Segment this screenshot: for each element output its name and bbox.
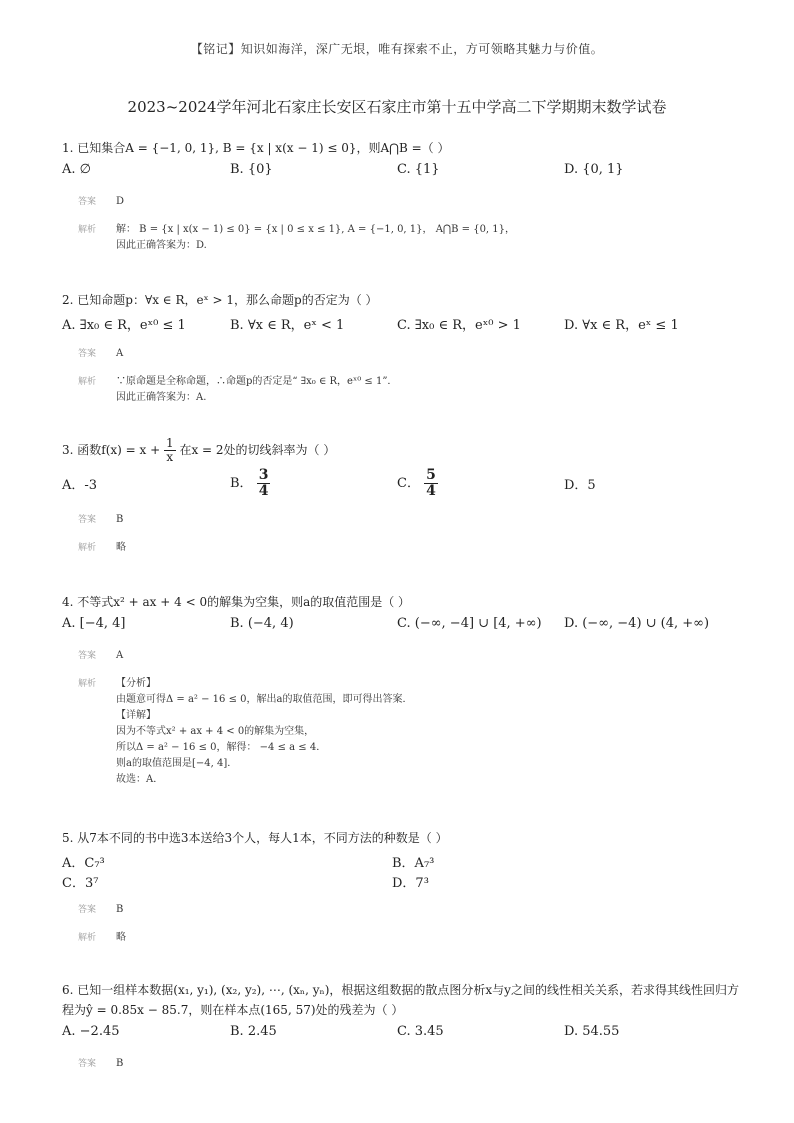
option-b-fraction	[257, 468, 271, 499]
option-d: D. (−∞, −4) ∪ (4, +∞)	[564, 616, 710, 631]
options	[62, 616, 742, 638]
option-b: B. ∀x ∈ R，eˣ < 1	[230, 318, 345, 333]
option-a: A. ∃x₀ ∈ R，eˣ⁰ ≤ 1	[62, 318, 186, 333]
option-b-letter: B．	[230, 476, 253, 491]
option-c: C. ∃x₀ ∈ R，eˣ⁰ > 1	[397, 318, 521, 333]
analysis-label: 解析	[78, 543, 97, 553]
option-c: C. {1}	[397, 162, 440, 177]
analysis-line: 故选：A．	[116, 774, 164, 785]
stem-prefix: 3. 函数f(x) = x +	[62, 443, 161, 457]
answer-label: 答案	[78, 905, 97, 915]
analysis-line: 因为不等式x² + ax + 4 < 0的解集为空集，	[116, 726, 315, 737]
option-d: D．7³	[392, 876, 429, 891]
analysis-line: 【分析】	[116, 678, 156, 689]
answer-value: B	[116, 1058, 124, 1069]
option-a: A. [−4, 4]	[62, 616, 126, 631]
question-stem: 5. 从7本不同的书中选3本送给3个人，每人1本，不同方法的种数是（ ）	[62, 831, 448, 845]
analysis-line: 则a的取值范围是[−4, 4]．	[116, 758, 238, 769]
option-a: A．C₇³	[62, 856, 105, 871]
analysis-line: 【详解】	[116, 710, 156, 721]
answer-block	[62, 648, 742, 788]
question-3	[62, 437, 742, 568]
stem-fraction	[164, 437, 176, 464]
analysis-label: 解析	[78, 377, 97, 387]
question-4	[62, 592, 742, 800]
fraction-numerator: 1	[166, 436, 174, 450]
options	[62, 314, 742, 336]
option-d: D. {0, 1}	[564, 162, 624, 177]
answer-label: 答案	[78, 197, 97, 207]
analysis-line: 解： B = {x | x(x − 1) ≤ 0} = {x | 0 ≤ x ≤ 1}, A = {−1, 0, 1}， A⋂B = {0, 1}，	[116, 224, 516, 235]
analysis-line: 略	[116, 542, 126, 553]
fraction-denominator: x	[166, 450, 174, 464]
question-stem: 2. 已知命题p：∀x ∈ R，eˣ > 1，那么命题p的否定为（ ）	[62, 293, 378, 307]
option-c: C．3⁷	[62, 876, 99, 891]
answer-block	[62, 346, 742, 406]
question-stem	[62, 437, 742, 464]
answer-block	[62, 194, 742, 254]
options-row-1	[62, 852, 742, 872]
analysis-line: 略	[116, 932, 126, 943]
question-1	[62, 138, 742, 266]
header-motto: 【铭记】知识如海洋，深广无垠，唯有探索不止，方可领略其魅力与价值。	[190, 42, 604, 56]
answer-value: A	[116, 650, 124, 661]
option-c: C. (−∞, −4] ∪ [4, +∞)	[397, 616, 542, 631]
option-d: D. 54.55	[564, 1024, 620, 1039]
options	[62, 1024, 742, 1046]
option-b: B. 2.45	[230, 1024, 277, 1039]
fraction-numerator: 3	[258, 467, 269, 483]
fraction-denominator: 4	[426, 483, 436, 499]
option-b: B. (−4, 4)	[230, 616, 294, 631]
analysis-label: 解析	[78, 679, 97, 689]
answer-value: B	[116, 904, 124, 915]
stem-suffix: 在x = 2处的切线斜率为（ ）	[179, 443, 336, 457]
answer-value: D	[116, 196, 125, 207]
answer-block	[62, 512, 742, 556]
page-title: 2023~2024学年河北石家庄长安区石家庄市第十五中学高二下学期期末数学试卷	[127, 98, 667, 116]
question-2	[62, 290, 742, 418]
answer-block	[62, 1056, 742, 1072]
option-a: A. ∅	[62, 162, 91, 177]
analysis-line: 因此正确答案为：D.	[116, 240, 207, 251]
fraction-numerator: 5	[426, 467, 436, 483]
question-stem: 1. 已知集合A = {−1, 0, 1}, B = {x | x(x − 1) ≤ 0}，则A⋂B =（ ）	[62, 141, 450, 155]
answer-label: 答案	[78, 515, 97, 525]
answer-value: B	[116, 514, 124, 525]
option-d: D．5	[564, 478, 596, 493]
option-b: B. {0}	[230, 162, 273, 177]
option-d: D. ∀x ∈ R，eˣ ≤ 1	[564, 318, 679, 333]
fraction-denominator: 4	[258, 483, 269, 499]
analysis-label: 解析	[78, 933, 97, 943]
option-a: A. −2.45	[62, 1024, 120, 1039]
question-5	[62, 828, 742, 958]
answer-block	[62, 902, 742, 946]
answer-value: A	[116, 348, 124, 359]
answer-label: 答案	[78, 349, 97, 359]
answer-label: 答案	[78, 1059, 97, 1069]
question-stem: 6. 已知一组样本数据(x₁, y₁), (x₂, y₂), ⋯, (xₙ, yₙ)，根据这组数据的散点图分析x与y之间的线性相关关系，若求得其线性回归方程为ŷ = 0.85x − 85.7，则在样本点(165, 57)处的残差为（ ）	[62, 983, 739, 1017]
option-c-letter: C．	[397, 476, 420, 491]
options	[62, 162, 742, 184]
analysis-line: 所以Δ = a² − 16 ≤ 0，解得： −4 ≤ a ≤ 4．	[116, 742, 327, 753]
option-c: C. 3.45	[397, 1024, 444, 1039]
answer-label: 答案	[78, 651, 97, 661]
analysis-line: 因此正确答案为：A.	[116, 392, 207, 403]
options-row-2	[62, 872, 742, 892]
analysis-line: 由题意可得Δ = a² − 16 ≤ 0，解出a的取值范围，即可得出答案．	[116, 694, 413, 705]
analysis-label: 解析	[78, 225, 97, 235]
options	[62, 468, 742, 502]
question-stem: 4. 不等式x² + ax + 4 < 0的解集为空集，则a的取值范围是（ ）	[62, 595, 411, 609]
option-c	[397, 468, 438, 499]
option-b	[230, 468, 270, 499]
analysis-line: ∵原命题是全称命题，∴命题p的否定是“ ∃x₀ ∈ R，eˣ⁰ ≤ 1”．	[116, 376, 398, 387]
option-b: B．A₇³	[392, 856, 435, 871]
question-6	[62, 980, 742, 1084]
option-c-fraction	[424, 468, 438, 499]
option-a: A．-3	[62, 478, 98, 493]
